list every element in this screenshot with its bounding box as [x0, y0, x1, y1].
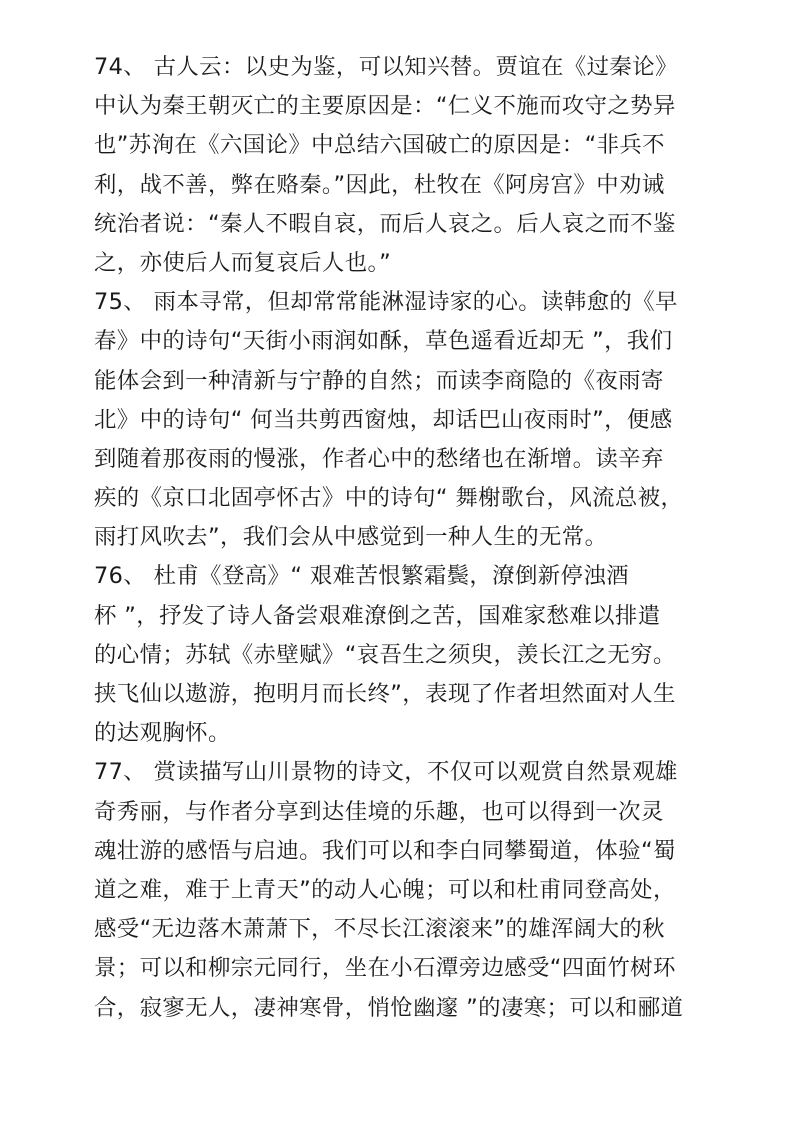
text-line: 的心情；苏轼《赤壁赋》“哀吾生之须臾，羡长江之无穷。 — [94, 641, 676, 668]
text-line: 雨打风吹去”，我们会从中感觉到一种人生的无常。 — [94, 524, 608, 551]
text-line: 疾的《京口北固亭怀古》中的诗句“ 舞榭歌台，风流总被， — [94, 485, 684, 512]
text-line: 统治者说：“秦人不暇自哀，而后人哀之。后人哀之而不鉴 — [94, 210, 676, 237]
text-line: 道之难，难于上青天”的动人心魄；可以和杜甫同登高处， — [94, 876, 676, 903]
text-line: 能体会到一种清新与宁静的自然；而读李商隐的《夜雨寄 — [94, 367, 664, 394]
text-line: 到随着那夜雨的慢涨，作者心中的愁绪也在渐增。读辛弃 — [94, 445, 664, 472]
text-line: 魂壮游的感悟与启迪。我们可以和李白同攀蜀道，体验“蜀 — [94, 837, 676, 864]
text-line: 利，战不善，弊在赂秦。”因此，杜牧在《阿房宫》中劝诫 — [94, 171, 665, 198]
text-line: 74、 古人云：以史为鉴，可以知兴替。贾谊在《过秦论》 — [94, 54, 678, 80]
text-line: 的达观胸怀。 — [94, 720, 231, 747]
text-line: 75、 雨本寻常，但却常常能淋湿诗家的心。读韩愈的《早 — [94, 289, 678, 316]
text-line: 中认为秦王朝灭亡的主要原因是：“仁义不施而攻守之势异 — [94, 93, 676, 120]
text-line: 杯 ”，抒发了诗人备尝艰难潦倒之苦，国难家愁难以排遣 — [94, 602, 661, 629]
text-line: 景；可以和柳宗元同行，坐在小石潭旁边感受“四面竹树环 — [94, 955, 676, 982]
document-body — [94, 48, 714, 1028]
text-line: 之，亦使后人而复哀后人也。” — [94, 249, 392, 276]
text-line: 北》中的诗句“ 何当共剪西窗烛，却话巴山夜雨时”，便感 — [94, 406, 673, 433]
text-line: 合，寂寥无人，凄神寒骨，悄怆幽邃 ”的凄寒；可以和郦道 — [94, 994, 684, 1021]
text-line: 感受“无边落木萧萧下，不尽长江滚滚来”的雄浑阔大的秋 — [94, 916, 665, 943]
text-line: 76、 杜甫《登高》“ 艰难苦恨繁霜鬓，潦倒新停浊酒 — [94, 563, 629, 590]
text-line: 奇秀丽，与作者分享到达佳境的乐趣，也可以得到一次灵 — [94, 798, 664, 825]
text-line: 也”苏洵在《六国论》中总结六国破亡的原因是：“非兵不 — [94, 132, 665, 159]
text-line: 挟飞仙以遨游，抱明月而长终”，表现了作者坦然面对人生 — [94, 681, 676, 707]
text-line: 春》中的诗句“天街小雨润如酥，草色遥看近却无 ”，我们 — [94, 328, 673, 355]
text-line: 77、 赏读描写山川景物的诗文，不仅可以观赏自然景观雄 — [94, 759, 678, 786]
